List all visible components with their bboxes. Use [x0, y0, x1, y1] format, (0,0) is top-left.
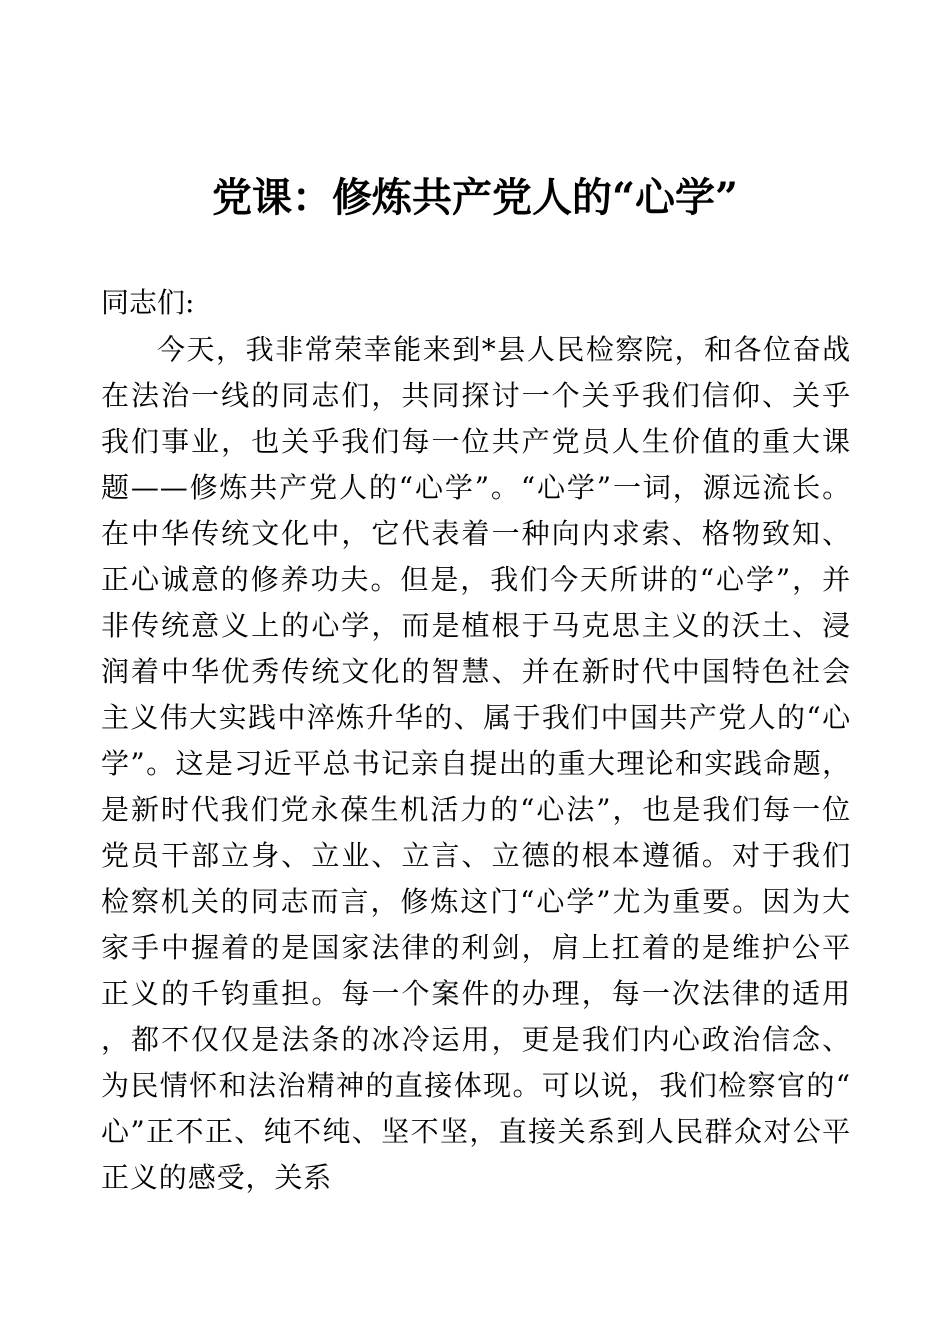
document-title: 党课：修炼共产党人的“心学”: [211, 174, 738, 221]
document-body: [101, 280, 851, 1201]
body-paragraph: 今天，我非常荣幸能来到*县人民检察院，和各位奋战在法治一线的同志们，共同探讨一个关乎我们信仰、关乎我们事业，也关乎我们每一位共产党员人生价值的重大课题——修炼共产党人的“心学”。“心学”一词，源远流长。在中华传统文化中，它代表着一种向内求索、格物致知、正心诚意的修养功夫。但是，我们今天所讲的“心学”，并非传统意义上的心学，而是植根于马克思主义的沃土、浸润着中华优秀传统文化的智慧、并在新时代中国特色社会主义伟大实践中淬炼升华的、属于我们中国共产党人的“心学”。这是习近平总书记亲自提出的重大理论和实践命题，是新时代我们党永葆生机活力的“心法”，也是我们每一位党员干部立身、立业、立言、立德的根本遵循。对于我们检察机关的同志而言，修炼这门“心学”尤为重要。因为大家手中握着的是国家法律的利剑，肩上扛着的是维护公平正义的千钧重担。每一个案件的办理，每一次法律的适用，都不仅仅是法条的冰冷运用，更是我们内心政治信念、为民情怀和法治精神的直接体现。可以说，我们检察官的“心”正不正、纯不纯、坚不坚，直接关系到人民群众对公平正义的感受，关系: [101, 333, 851, 1194]
salutation: 同志们:: [101, 286, 195, 319]
